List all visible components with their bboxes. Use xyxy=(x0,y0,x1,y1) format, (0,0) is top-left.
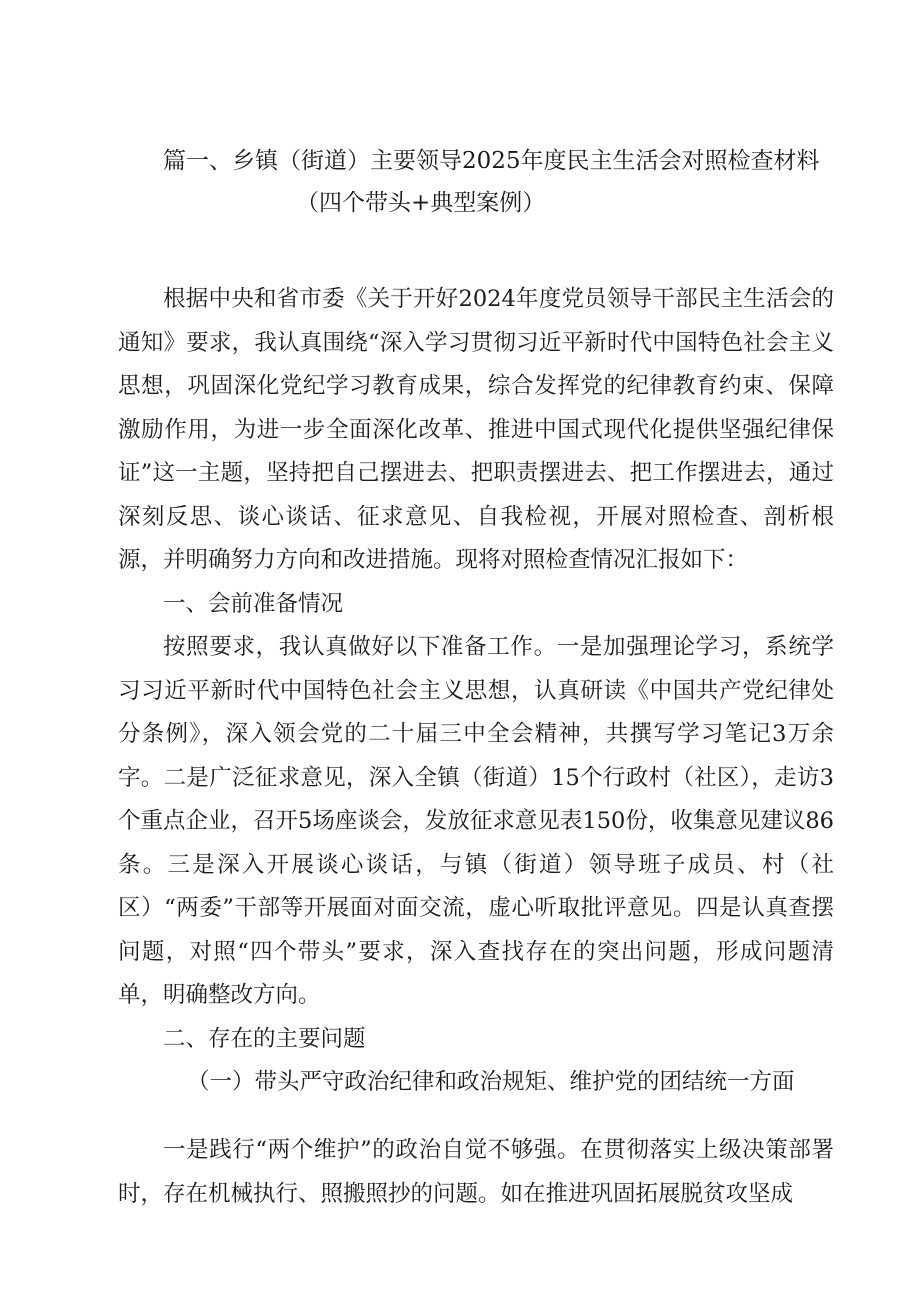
section1-paragraph: 按照要求，我认真做好以下准备工作。一是加强理论学习，系统学习习近平新时代中国特色社会主义思想，认真研读《中国共产党纪律处分条例》，深入领会党的二十届三中全会精神，共撰写学习笔记3万余字。二是广泛征求意见，深入全镇（街道）15个行政村（社区），走访3个重点企业，召开5场座谈会，发放征求意见表150份，收集意见建议86条。三是深入开展谈心谈话，与镇（街道）领导班子成员、村（社区）“两委”干部等开展面对面交流，虚心听取批评意见。四是认真查摆问题，对照“四个带头”要求，深入查找存在的突出问题，形成问题清单，明确整改方向。 xyxy=(118,634,834,1008)
section2-paragraph: 一是践行“两个维护”的政治自觉不够强。在贯彻落实上级决策部署时，存在机械执行、照搬照抄的问题。如在推进巩固拓展脱贫攻坚成 xyxy=(118,1137,834,1207)
document-subtitle: （四个带头+典型案例） xyxy=(296,190,546,216)
document-title: 篇一、乡镇（街道）主要领导2025年度民主生活会对照检查材料 xyxy=(163,148,820,174)
section1-heading: 一、会前准备情况 xyxy=(163,591,344,617)
section2-heading: 二、存在的主要问题 xyxy=(163,1026,366,1052)
intro-paragraph: 根据中央和省市委《关于开好2024年度党员领导干部民主生活会的通知》要求，我认真围绕“深入学习贯彻习近平新时代中国特色社会主义思想，巩固深化党纪学习教育成果，综合发挥党的纪律教育约束、保障激励作用，为进一步全面深化改革、推进中国式现代化提供坚强纪律保证”这一主题，坚持把自己摆进去、把职责摆进去、把工作摆进去，通过深刻反思、谈心谈话、征求意见、自我检视，开展对照检查、剖析根源，并明确努力方向和改进措施。现将对照检查情况汇报如下： xyxy=(118,286,834,573)
section2-subheading-1: （一）带头严守政治纪律和政治规矩、维护党的团结统一方面 xyxy=(187,1069,795,1095)
